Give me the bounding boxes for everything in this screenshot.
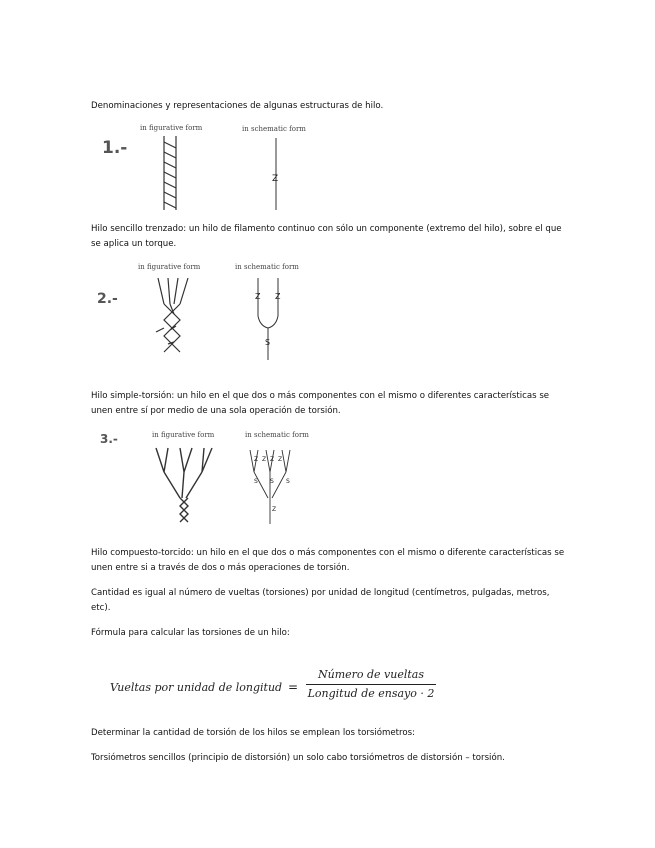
- figure-2-caption-schematic: in schematic form: [235, 263, 299, 271]
- paragraph-single-twisted: Hilo sencillo trenzado: un hilo de filamento continuo con sólo un componente (extremo del hilo), sobre el que se aplica un torque.: [91, 224, 562, 249]
- figure-3-twist-label-6: S: [270, 478, 274, 485]
- figure-2-schematic: [258, 278, 281, 360]
- figure-3-twist-label-2: Z: [262, 456, 267, 463]
- figure-3-twist-label-7: S: [286, 478, 290, 485]
- figure-2-twisted-yarn: [156, 278, 188, 352]
- intro-paragraph: Denominaciones y representaciones de algunas estructuras de hilo.: [91, 101, 384, 111]
- figure-1-number: 1.-: [102, 138, 128, 158]
- figure-2-twist-label-1: Z: [255, 292, 261, 301]
- paragraph-formula-intro: Fórmula para calcular las torsiones de un hilo:: [91, 628, 290, 638]
- paragraph-compound-twisted: Hilo compuesto-torcido: un hilo en el que dos o más componentes con el mismo o diferente características se unen entre si a través de dos o más operaciones de torsión.: [91, 548, 565, 573]
- formula-numerator: Número de vueltas: [317, 668, 425, 681]
- figure-3-twist-label-3: Z: [270, 456, 275, 463]
- formula-equals: =: [288, 680, 299, 694]
- figure-1-caption-schematic: in schematic form: [242, 125, 306, 133]
- formula-lhs: Vueltas por unidad de longitud: [110, 681, 283, 694]
- figure-2-twist-label-2: Z: [275, 292, 281, 301]
- paragraph-torsion-meters: Determinar la cantidad de torsión de los hilos se emplean los torsiómetros:: [91, 728, 415, 738]
- figure-3-twist-label-1: Z: [254, 456, 259, 463]
- figure-3-twist-label-8: Z: [272, 506, 277, 513]
- figure-3-drawing: [150, 442, 320, 528]
- figure-3-twist-label-4: Z: [278, 456, 283, 463]
- figure-3-caption-schematic: in schematic form: [245, 431, 309, 439]
- paragraph-simple-torsion-meters: Torsiómetros sencillos (principio de distorsión) un solo cabo torsiómetros de distorsión – torsión.: [91, 753, 505, 763]
- figure-2-twist-label-3: S: [265, 338, 271, 347]
- figure-3-number: 3.-: [100, 432, 118, 446]
- figure-1-twist-label: Z: [272, 174, 279, 184]
- figure-3-caption-figurative: in figurative form: [152, 431, 215, 439]
- paragraph-quantity: Cantidad es igual al número de vueltas (torsiones) por unidad de longitud (centímetros, pulgadas, metros, etc).: [91, 588, 550, 613]
- formula-fraction: [306, 668, 436, 700]
- figure-2-drawing: [148, 274, 308, 362]
- figure-2-caption-figurative: in figurative form: [138, 263, 201, 271]
- figure-1-caption-figurative: in figurative form: [140, 124, 203, 132]
- figure-3-twisted-yarn: [156, 448, 212, 522]
- paragraph-single-twist: Hilo simple-torsión: un hilo en el que dos o más componentes con el mismo o diferentes características se unen entre sí por medio de una sola operación de torsión.: [91, 391, 550, 416]
- figure-1-drawing: [150, 134, 320, 214]
- figure-2-number: 2.-: [97, 291, 118, 307]
- formula-denominator: Longitud de ensayo · 2: [307, 687, 435, 700]
- formula-fraction-bar: [306, 684, 436, 685]
- twist-formula: [110, 668, 440, 710]
- figure-3-twist-label-5: S: [254, 478, 258, 485]
